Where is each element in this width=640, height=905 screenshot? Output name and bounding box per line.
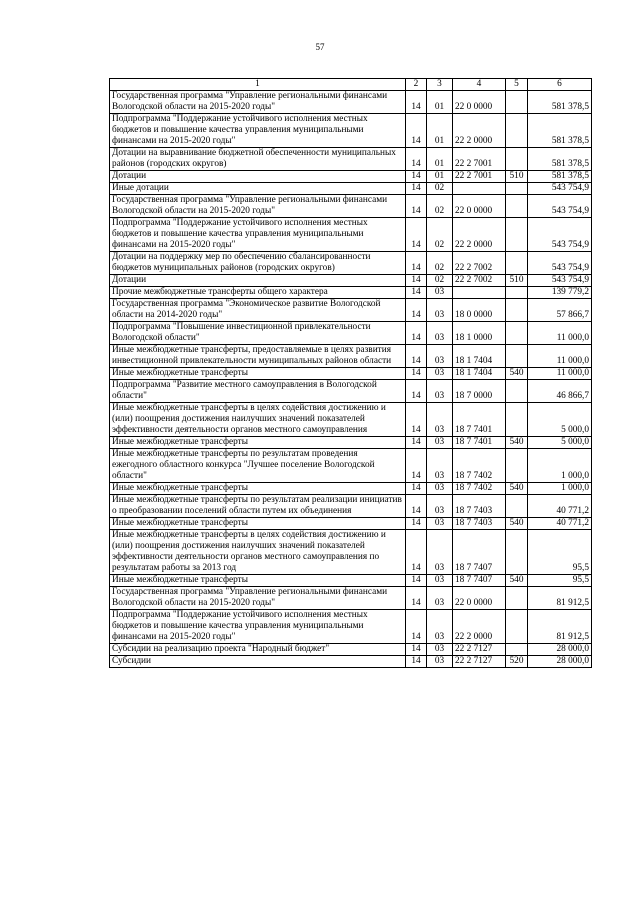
- section-code-cell: 14: [406, 195, 427, 218]
- row-name-cell: Субсидии на реализацию проекта "Народный бюджет": [110, 644, 406, 656]
- section-code-cell: 14: [406, 575, 427, 587]
- row-name-cell: Иные межбюджетные трансферты в целях содействия достижению и (или) поощрения достижения наилучших значений показателей эффективности деятельности органов местного самоуправления по результатам работы за 2013 год: [110, 530, 406, 575]
- expense-type-cell: 540: [506, 368, 528, 380]
- row-name-cell: Государственная программа "Экономическое развитие Вологодской области на 2014-2020 годы": [110, 299, 406, 322]
- subsection-code-cell: 03: [427, 495, 453, 518]
- amount-cell: 581 378,5: [528, 171, 592, 183]
- row-name-cell: Иные межбюджетные трансферты по результатам реализации инициатив о преобразовании поселений области путем их объединения: [110, 495, 406, 518]
- subsection-code-cell: 03: [427, 345, 453, 368]
- target-code-cell: 22 2 7001: [453, 148, 506, 171]
- table-row: [110, 495, 592, 518]
- subsection-code-cell: 02: [427, 275, 453, 287]
- expense-type-cell: [506, 587, 528, 610]
- amount-cell: 95,5: [528, 575, 592, 587]
- target-code-cell: 18 7 7403: [453, 495, 506, 518]
- header-cell: 6: [528, 79, 592, 91]
- row-name-cell: Иные межбюджетные трансферты: [110, 368, 406, 380]
- budget-table-body: [110, 79, 592, 668]
- table-row: [110, 449, 592, 483]
- expense-type-cell: [506, 195, 528, 218]
- subsection-code-cell: 03: [427, 518, 453, 530]
- subsection-code-cell: 01: [427, 114, 453, 148]
- amount-cell: 543 754,9: [528, 252, 592, 275]
- subsection-code-cell: 03: [427, 656, 453, 668]
- header-row: [110, 79, 592, 91]
- table-row: [110, 275, 592, 287]
- row-name-cell: Дотации на поддержку мер по обеспечению сбалансированности бюджетов муниципальных районов (городских округов): [110, 252, 406, 275]
- row-name-cell: Иные межбюджетные трансферты, предоставляемые в целях развития инвестиционной привлекательности муниципальных районов области: [110, 345, 406, 368]
- amount-cell: 11 000,0: [528, 368, 592, 380]
- table-row: [110, 195, 592, 218]
- section-code-cell: 14: [406, 403, 427, 437]
- subsection-code-cell: 03: [427, 287, 453, 299]
- target-code-cell: 22 0 0000: [453, 91, 506, 114]
- amount-cell: 11 000,0: [528, 322, 592, 345]
- section-code-cell: 14: [406, 495, 427, 518]
- amount-cell: 46 866,7: [528, 380, 592, 403]
- expense-type-cell: [506, 449, 528, 483]
- row-name-cell: Государственная программа "Управление региональными финансами Вологодской области на 2015-2020 годы": [110, 195, 406, 218]
- amount-cell: 5 000,0: [528, 437, 592, 449]
- subsection-code-cell: 03: [427, 299, 453, 322]
- row-name-cell: Подпрограмма "Поддержание устойчивого исполнения местных бюджетов и повышение качества управления муниципальными финансами на 2015-2020 годы": [110, 610, 406, 644]
- target-code-cell: 22 2 7127: [453, 656, 506, 668]
- amount-cell: 28 000,0: [528, 656, 592, 668]
- target-code-cell: [453, 287, 506, 299]
- target-code-cell: [453, 183, 506, 195]
- section-code-cell: 14: [406, 587, 427, 610]
- section-code-cell: 14: [406, 183, 427, 195]
- row-name-cell: Иные дотации: [110, 183, 406, 195]
- target-code-cell: 22 2 7002: [453, 252, 506, 275]
- subsection-code-cell: 03: [427, 380, 453, 403]
- target-code-cell: 22 0 0000: [453, 195, 506, 218]
- target-code-cell: 22 2 7001: [453, 171, 506, 183]
- amount-cell: 1 000,0: [528, 449, 592, 483]
- section-code-cell: 14: [406, 437, 427, 449]
- subsection-code-cell: 03: [427, 644, 453, 656]
- expense-type-cell: [506, 299, 528, 322]
- table-row: [110, 368, 592, 380]
- row-name-cell: Иные межбюджетные трансферты: [110, 483, 406, 495]
- subsection-code-cell: 02: [427, 195, 453, 218]
- amount-cell: 40 771,2: [528, 495, 592, 518]
- subsection-code-cell: 03: [427, 322, 453, 345]
- subsection-code-cell: 03: [427, 530, 453, 575]
- table-row: [110, 518, 592, 530]
- section-code-cell: 14: [406, 218, 427, 252]
- subsection-code-cell: 02: [427, 183, 453, 195]
- subsection-code-cell: 02: [427, 252, 453, 275]
- table-row: [110, 656, 592, 668]
- budget-table: [109, 78, 592, 668]
- table-row: [110, 437, 592, 449]
- row-name-cell: Прочие межбюджетные трансферты общего характера: [110, 287, 406, 299]
- row-name-cell: Государственная программа "Управление региональными финансами Вологодской области на 2015-2020 годы": [110, 91, 406, 114]
- expense-type-cell: [506, 218, 528, 252]
- amount-cell: 11 000,0: [528, 345, 592, 368]
- expense-type-cell: [506, 148, 528, 171]
- header-cell: 1: [110, 79, 406, 91]
- subsection-code-cell: 01: [427, 171, 453, 183]
- subsection-code-cell: 02: [427, 218, 453, 252]
- table-row: [110, 610, 592, 644]
- header-cell: 3: [427, 79, 453, 91]
- expense-type-cell: 510: [506, 275, 528, 287]
- subsection-code-cell: 03: [427, 449, 453, 483]
- table-row: [110, 299, 592, 322]
- table-row: [110, 530, 592, 575]
- amount-cell: 139 779,2: [528, 287, 592, 299]
- expense-type-cell: 510: [506, 171, 528, 183]
- row-name-cell: Иные межбюджетные трансферты в целях содействия достижению и (или) поощрения достижения наилучших значений показателей эффективности деятельности органов местного самоуправления: [110, 403, 406, 437]
- table-row: [110, 380, 592, 403]
- table-row: [110, 403, 592, 437]
- header-cell: 5: [506, 79, 528, 91]
- target-code-cell: 22 2 0000: [453, 610, 506, 644]
- section-code-cell: 14: [406, 368, 427, 380]
- header-cell: 2: [406, 79, 427, 91]
- expense-type-cell: [506, 495, 528, 518]
- table-row: [110, 575, 592, 587]
- expense-type-cell: [506, 380, 528, 403]
- section-code-cell: 14: [406, 252, 427, 275]
- target-code-cell: 18 7 7401: [453, 437, 506, 449]
- table-row: [110, 183, 592, 195]
- expense-type-cell: 540: [506, 518, 528, 530]
- table-row: [110, 114, 592, 148]
- row-name-cell: Дотации: [110, 171, 406, 183]
- target-code-cell: 18 7 7402: [453, 449, 506, 483]
- section-code-cell: 14: [406, 322, 427, 345]
- section-code-cell: 14: [406, 518, 427, 530]
- target-code-cell: 18 7 7407: [453, 575, 506, 587]
- subsection-code-cell: 03: [427, 403, 453, 437]
- target-code-cell: 18 7 7401: [453, 403, 506, 437]
- target-code-cell: 18 7 7403: [453, 518, 506, 530]
- section-code-cell: 14: [406, 380, 427, 403]
- row-name-cell: Субсидии: [110, 656, 406, 668]
- expense-type-cell: [506, 91, 528, 114]
- amount-cell: 543 754,9: [528, 195, 592, 218]
- subsection-code-cell: 01: [427, 91, 453, 114]
- expense-type-cell: [506, 530, 528, 575]
- target-code-cell: 22 2 7002: [453, 275, 506, 287]
- amount-cell: 40 771,2: [528, 518, 592, 530]
- expense-type-cell: [506, 644, 528, 656]
- table-row: [110, 587, 592, 610]
- row-name-cell: Иные межбюджетные трансферты: [110, 518, 406, 530]
- amount-cell: 543 754,9: [528, 218, 592, 252]
- amount-cell: 95,5: [528, 530, 592, 575]
- row-name-cell: Подпрограмма "Повышение инвестиционной привлекательности Вологодской области": [110, 322, 406, 345]
- section-code-cell: 14: [406, 91, 427, 114]
- expense-type-cell: [506, 252, 528, 275]
- subsection-code-cell: 03: [427, 587, 453, 610]
- section-code-cell: 14: [406, 299, 427, 322]
- expense-type-cell: [506, 322, 528, 345]
- target-code-cell: 22 2 0000: [453, 114, 506, 148]
- table-row: [110, 345, 592, 368]
- expense-type-cell: 540: [506, 575, 528, 587]
- row-name-cell: Иные межбюджетные трансферты: [110, 437, 406, 449]
- expense-type-cell: 520: [506, 656, 528, 668]
- row-name-cell: Иные межбюджетные трансферты: [110, 575, 406, 587]
- section-code-cell: 14: [406, 530, 427, 575]
- row-name-cell: Дотации на выравнивание бюджетной обеспеченности муниципальных районов (городских округов): [110, 148, 406, 171]
- page-number: 57: [315, 42, 325, 52]
- expense-type-cell: [506, 183, 528, 195]
- subsection-code-cell: 03: [427, 483, 453, 495]
- amount-cell: 81 912,5: [528, 587, 592, 610]
- row-name-cell: Подпрограмма "Поддержание устойчивого исполнения местных бюджетов и повышение качества управления муниципальными финансами на 2015-2020 годы": [110, 114, 406, 148]
- amount-cell: 81 912,5: [528, 610, 592, 644]
- target-code-cell: 18 7 7407: [453, 530, 506, 575]
- table-row: [110, 171, 592, 183]
- expense-type-cell: [506, 403, 528, 437]
- target-code-cell: 22 2 7127: [453, 644, 506, 656]
- amount-cell: 543 754,9: [528, 275, 592, 287]
- target-code-cell: 22 0 0000: [453, 587, 506, 610]
- expense-type-cell: 540: [506, 483, 528, 495]
- row-name-cell: Дотации: [110, 275, 406, 287]
- target-code-cell: 18 7 7402: [453, 483, 506, 495]
- table-row: [110, 218, 592, 252]
- table-row: [110, 287, 592, 299]
- section-code-cell: 14: [406, 345, 427, 368]
- section-code-cell: 14: [406, 610, 427, 644]
- amount-cell: 1 000,0: [528, 483, 592, 495]
- row-name-cell: Подпрограмма "Поддержание устойчивого исполнения местных бюджетов и повышение качества управления муниципальными финансами на 2015-2020 годы": [110, 218, 406, 252]
- target-code-cell: 18 7 0000: [453, 380, 506, 403]
- target-code-cell: 18 0 0000: [453, 299, 506, 322]
- table-row: [110, 148, 592, 171]
- expense-type-cell: [506, 345, 528, 368]
- expense-type-cell: [506, 114, 528, 148]
- table-row: [110, 483, 592, 495]
- amount-cell: 581 378,5: [528, 91, 592, 114]
- section-code-cell: 14: [406, 114, 427, 148]
- target-code-cell: 18 1 0000: [453, 322, 506, 345]
- section-code-cell: 14: [406, 483, 427, 495]
- subsection-code-cell: 01: [427, 148, 453, 171]
- subsection-code-cell: 03: [427, 437, 453, 449]
- subsection-code-cell: 03: [427, 368, 453, 380]
- row-name-cell: Подпрограмма "Развитие местного самоуправления в Вологодской области": [110, 380, 406, 403]
- table-row: [110, 644, 592, 656]
- section-code-cell: 14: [406, 449, 427, 483]
- section-code-cell: 14: [406, 171, 427, 183]
- header-cell: 4: [453, 79, 506, 91]
- table-row: [110, 91, 592, 114]
- target-code-cell: 22 2 0000: [453, 218, 506, 252]
- section-code-cell: 14: [406, 644, 427, 656]
- row-name-cell: Государственная программа "Управление региональными финансами Вологодской области на 2015-2020 годы": [110, 587, 406, 610]
- target-code-cell: 18 1 7404: [453, 368, 506, 380]
- section-code-cell: 14: [406, 148, 427, 171]
- amount-cell: 581 378,5: [528, 114, 592, 148]
- section-code-cell: 14: [406, 287, 427, 299]
- row-name-cell: Иные межбюджетные трансферты по результатам проведения ежегодного областного конкурса "Лучшее поселение Вологодской области": [110, 449, 406, 483]
- subsection-code-cell: 03: [427, 610, 453, 644]
- amount-cell: 581 378,5: [528, 148, 592, 171]
- amount-cell: 543 754,9: [528, 183, 592, 195]
- amount-cell: 28 000,0: [528, 644, 592, 656]
- amount-cell: 5 000,0: [528, 403, 592, 437]
- table-row: [110, 252, 592, 275]
- expense-type-cell: [506, 610, 528, 644]
- section-code-cell: 14: [406, 656, 427, 668]
- section-code-cell: 14: [406, 275, 427, 287]
- expense-type-cell: 540: [506, 437, 528, 449]
- table-row: [110, 322, 592, 345]
- expense-type-cell: [506, 287, 528, 299]
- subsection-code-cell: 03: [427, 575, 453, 587]
- amount-cell: 57 866,7: [528, 299, 592, 322]
- target-code-cell: 18 1 7404: [453, 345, 506, 368]
